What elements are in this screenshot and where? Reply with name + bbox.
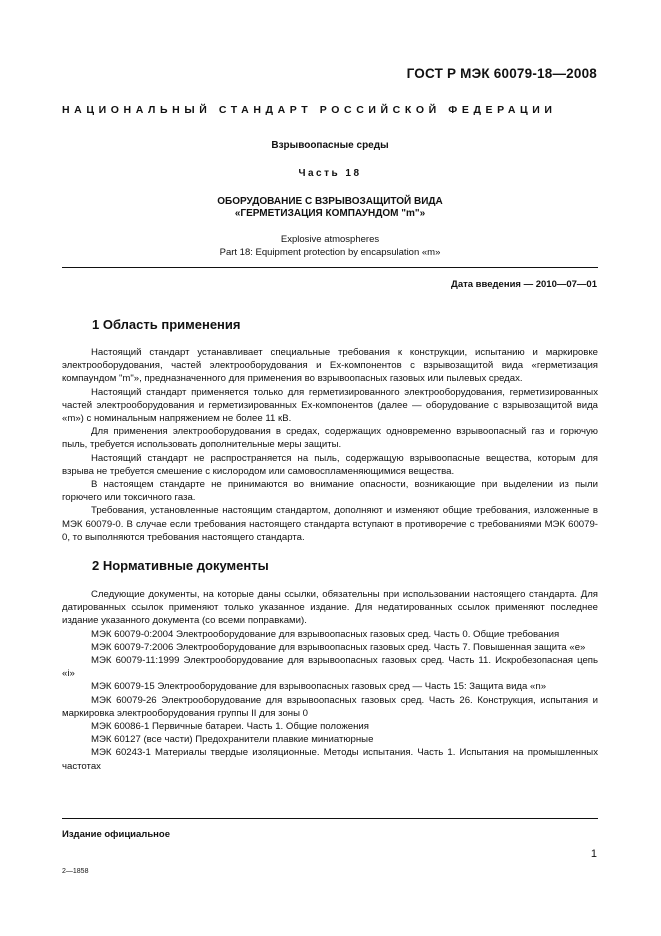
official-edition-label: Издание официальное [62, 829, 170, 840]
footer-divider [62, 818, 598, 819]
introduction-date: Дата введения — 2010—07—01 [451, 279, 597, 290]
equipment-title-line2: «ГЕРМЕТИЗАЦИЯ КОМПАУНДОМ "m"» [234, 208, 426, 219]
reference-item: МЭК 60086-1 Первичные батареи. Часть 1. Общие положения [91, 721, 369, 733]
reference-item: МЭК 60243-1 Материалы твердые изоляционные. Методы испытания. Часть 1. Испытания на промышленных частотах [62, 747, 598, 772]
part-label: Часть 18 [298, 168, 362, 179]
document-title: Взрывоопасные среды [271, 140, 389, 151]
english-title-line1: Explosive atmospheres [280, 234, 380, 245]
reference-item: МЭК 60079-7:2006 Электрооборудование для взрывоопасных газовых сред. Часть 7. Повышенная защита «e» [91, 641, 586, 653]
page-number: 1 [590, 848, 597, 860]
reference-item: МЭК 60079-11:1999 Электрооборудование для взрывоопасных газовых сред. Часть 11. Искробезопасная цепь «i» [62, 655, 598, 680]
english-title [62, 233, 598, 259]
section-2-body [62, 588, 598, 773]
paragraph: Настоящий стандарт не распространяется на пыль, содержащую взрывоопасные вещества, которым для взрыва не требуется смешение с кислородом или самовоспламеняющимися вещества. [62, 452, 598, 477]
print-code: 2—1858 [62, 868, 89, 875]
section-1-heading: 1 Область применения [92, 317, 241, 332]
equipment-title [62, 196, 598, 220]
reference-item: МЭК 60079-0:2004 Электрооборудование для взрывоопасных газовых сред. Часть 0. Общие требования [91, 628, 560, 640]
national-standard-banner: НАЦИОНАЛЬНЫЙ СТАНДАРТ РОССИЙСКОЙ ФЕДЕРАЦИИ [62, 104, 557, 116]
section-2-heading: 2 Нормативные документы [92, 558, 269, 573]
paragraph: Требования, установленные настоящим стандартом, дополняют и изменяют общие требования, изложенные в МЭК 60079-0. В случае если требования настоящего стандарта вступают в противоречие с требованиями МЭК 60079-0, то выполняются требования настоящего стандарта. [62, 505, 598, 543]
paragraph: Настоящий стандарт применяется только для герметизированного электрооборудования, герметизированных частей электрооборудования и герметизированных Ex-компонентов (далее — оборудование с взрывозащитой вида «m») с номинальным напряжением не более 11 кВ. [62, 386, 598, 425]
standard-number: ГОСТ Р МЭК 60079-18—2008 [406, 66, 597, 81]
reference-item: МЭК 60079-15 Электрооборудование для взрывоопасных газовых сред — Часть 15: Защита вида «n» [91, 681, 547, 693]
title-divider [62, 267, 598, 268]
paragraph: Следующие документы, на которые даны ссылки, обязательны при использовании настоящего стандарта. Для датированных ссылок применяют только указанное издание. Для недатированных ссылок применяют последнее издание указанного документа (со всеми поправками). [62, 589, 598, 627]
paragraph: Настоящий стандарт устанавливает специальные требования к конструкции, испытанию и маркировке электрооборудования, частей электрооборудования и Ex-компонентов с взрывозащитой вида «герметизация компаундом "m"», предназначенного для применения во взрывоопасных газовых или пылевых средах. [62, 347, 598, 385]
paragraph: В настоящем стандарте не принимаются во внимание опасности, возникающие при выделении из пыли горючего или токсичного газа. [62, 479, 598, 504]
reference-item: МЭК 60079-26 Электрооборудование для взрывоопасных газовых сред. Часть 26. Конструкция, испытания и маркировка электрооборудования группы II для зоны 0 [62, 694, 598, 719]
equipment-title-line1: ОБОРУДОВАНИЕ С ВЗРЫВОЗАЩИТОЙ ВИДА [217, 196, 443, 207]
reference-item: МЭК 60127 (все части) Предохранители плавкие миниатюрные [91, 734, 374, 746]
paragraph: Для применения электрооборудования в средах, содержащих одновременно взрывоопасный газ и горючую пыль, требуется использовать дополнительные меры защиты. [62, 426, 598, 451]
section-1-body [62, 346, 598, 544]
english-title-line2: Part 18: Equipment protection by encapsulation «m» [219, 247, 441, 258]
